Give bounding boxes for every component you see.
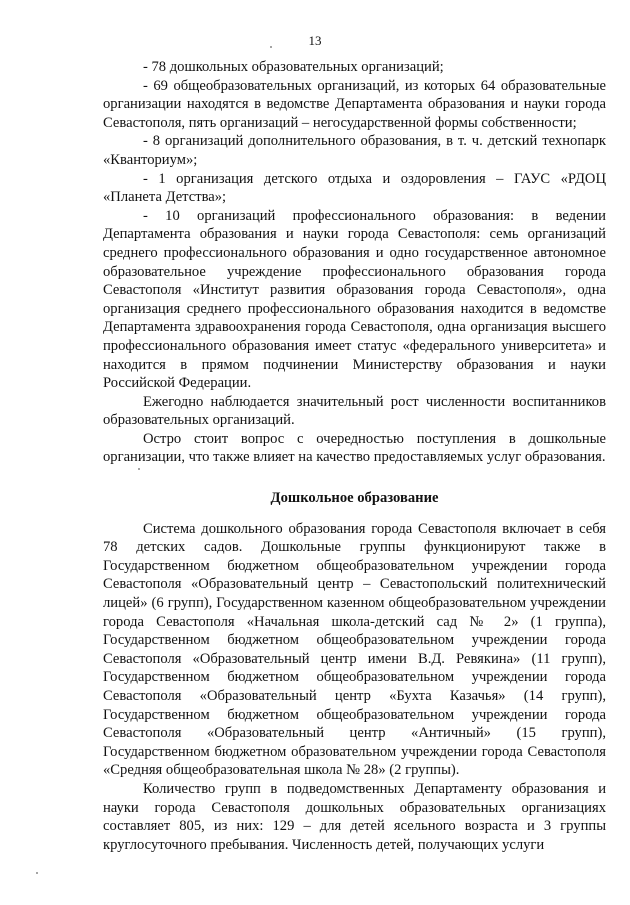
page-content [103,58,606,854]
list-item: - 8 организаций дополнительного образования, в т. ч. детский технопарк «Кванториум»; [103,133,606,168]
list-item: - 10 организаций профессионального образования: в ведении Департамента образования и науки города Севастополя: семь организаций среднего профессионального образования и одно государственное автономное образовательное учреждение профессионального образования города Севастополя «Институт развития образования города Севастополя», одна организация среднего профессионального образования находится в ведомстве Департамента здравоохранения города Севастополя, одна организация высшего профессионального образования имеет статус «федерального университета» и находится в прямом подчинении Министерству образования и науки Российской Федерации. [103,207,606,392]
page-number: 13 [308,33,322,48]
paragraph: Остро стоит вопрос с очередностью поступления в дошкольные организации, что также влияет на качество предоставляемых услуг образования. [103,430,606,466]
paragraph: Количество групп в подведомственных Департаменту образования и науки города Севастополя дошкольных образовательных организациях составляет 805, из них: 129 – для детей ясельного возраста и 3 группы круглосуточного пребывания. Численность детей, получающих услуги [103,780,606,853]
list-item: - 1 организация детского отдыха и оздоровления – ГАУС «РДОЦ «Планета Детства»; [103,170,606,206]
scan-speck [138,468,140,470]
section-heading: Дошкольное образование [270,490,439,507]
scan-speck [270,46,272,48]
paragraph: Система дошкольного образования города Севастополя включает в себя 78 детских садов. Дошкольные группы функционируют также в Государственном бюджетном общеобразовательном учреждении города Севастополя «Образовательный центр – Севастопольский политехнический лицей» (6 групп), Государственном казенном общеобразовательном учреждении города Севастополя «Начальная школа-детский сад № 2» (1 группа), Государственном бюджетном общеобразовательном учреждении города Севастополя «Образовательный центр имени В.Д. Ревякина» (11 групп), Государственном бюджетном общеобразовательном учреждении города Севастополя «Образовательный центр «Бухта Казачья» (14 групп), Государственном бюджетном общеобразовательном учреждении города Севастополя «Образовательный центр «Античный» (15 групп), Государственном бюджетном образовательном учреждении города Севастополя «Средняя общеобразовательная школа № 28» (2 группы). [103,520,606,779]
list-item: - 78 дошкольных образовательных организаций; [143,59,444,75]
list-item: - 69 общеобразовательных организаций, из которых 64 образовательные организации находятся в ведомстве Департамента образования и науки города Севастополя, пять организаций – негосударственной формы собственности; [103,77,606,131]
scan-speck [36,872,38,874]
paragraph: Ежегодно наблюдается значительный рост численности воспитанников образовательных организаций. [103,393,606,429]
